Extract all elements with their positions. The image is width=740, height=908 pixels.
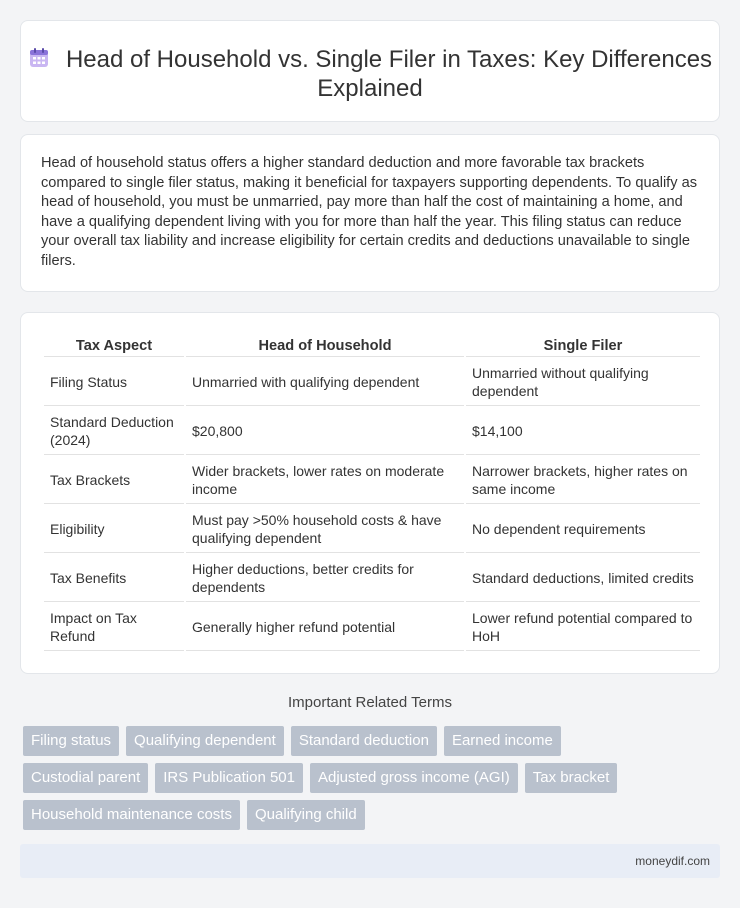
tag-row [23, 726, 623, 756]
table-cell: Impact on Tax Refund [44, 603, 184, 651]
tag-qualifying-child[interactable]: Qualifying child [247, 800, 365, 830]
table-cell: Eligibility [44, 505, 184, 553]
tag-row [23, 800, 623, 830]
table-cell: $14,100 [466, 407, 700, 455]
table-row [44, 358, 700, 406]
table-row [44, 456, 700, 504]
table-cell: No dependent requirements [466, 505, 700, 553]
calendar-icon [28, 47, 50, 69]
comparison-table [42, 334, 702, 652]
tag-qualifying-dependent[interactable]: Qualifying dependent [126, 726, 284, 756]
table-row [44, 407, 700, 455]
table-header-row [44, 335, 700, 357]
table-cell: Unmarried without qualifying dependent [466, 358, 700, 406]
table-cell: Higher deductions, better credits for dependents [186, 554, 464, 602]
tag-custodial-parent[interactable]: Custodial parent [23, 763, 148, 793]
intro-paragraph: Head of household status offers a higher standard deduction and more favorable tax brackets compared to single filer status, making it beneficial for taxpayers supporting dependents. To qualify as head of household, you must be unmarried, pay more than half the cost of maintaining a home, and have a qualifying dependent living with you for more than half the year. This filing status can reduce your overall tax liability and increase eligibility for certain credits and deductions unavailable to single filers. [41, 155, 698, 269]
table-cell: Narrower brackets, higher rates on same income [466, 456, 700, 504]
footer-site-link[interactable]: moneydif.com [635, 854, 710, 868]
related-terms-heading: Important Related Terms [288, 694, 452, 711]
tag-filing-status[interactable]: Filing status [23, 726, 119, 756]
table-cell: Unmarried with qualifying dependent [186, 358, 464, 406]
table-row [44, 505, 700, 553]
tag-adjusted-gross-income[interactable]: Adjusted gross income (AGI) [310, 763, 518, 793]
table-cell: Standard Deduction (2024) [44, 407, 184, 455]
page-title-wrap [21, 45, 719, 103]
page-title: Head of Household vs. Single Filer in Taxes: Key Differences Explained [65, 46, 713, 102]
table-cell: Generally higher refund potential [186, 603, 464, 651]
column-header: Single Filer [466, 335, 700, 357]
column-header: Head of Household [186, 335, 464, 357]
table-cell: Must pay >50% household costs & have qualifying dependent [186, 505, 464, 553]
table-cell: Standard deductions, limited credits [466, 554, 700, 602]
table-cell: Tax Brackets [44, 456, 184, 504]
tag-earned-income[interactable]: Earned income [444, 726, 561, 756]
title-card [20, 20, 720, 122]
table-row [44, 603, 700, 651]
comparison-table-card [20, 312, 720, 674]
tag-tax-bracket[interactable]: Tax bracket [525, 763, 618, 793]
table-cell: Tax Benefits [44, 554, 184, 602]
table-cell: $20,800 [186, 407, 464, 455]
column-header: Tax Aspect [44, 335, 184, 357]
tag-household-maintenance-costs[interactable]: Household maintenance costs [23, 800, 240, 830]
tag-irs-publication-501[interactable]: IRS Publication 501 [155, 763, 303, 793]
table-row [44, 554, 700, 602]
table-cell: Wider brackets, lower rates on moderate income [186, 456, 464, 504]
related-terms-tags [23, 726, 623, 837]
tag-row [23, 763, 623, 793]
table-cell: Filing Status [44, 358, 184, 406]
footer [20, 844, 720, 878]
intro-card [20, 134, 720, 292]
tag-standard-deduction[interactable]: Standard deduction [291, 726, 437, 756]
table-cell: Lower refund potential compared to HoH [466, 603, 700, 651]
